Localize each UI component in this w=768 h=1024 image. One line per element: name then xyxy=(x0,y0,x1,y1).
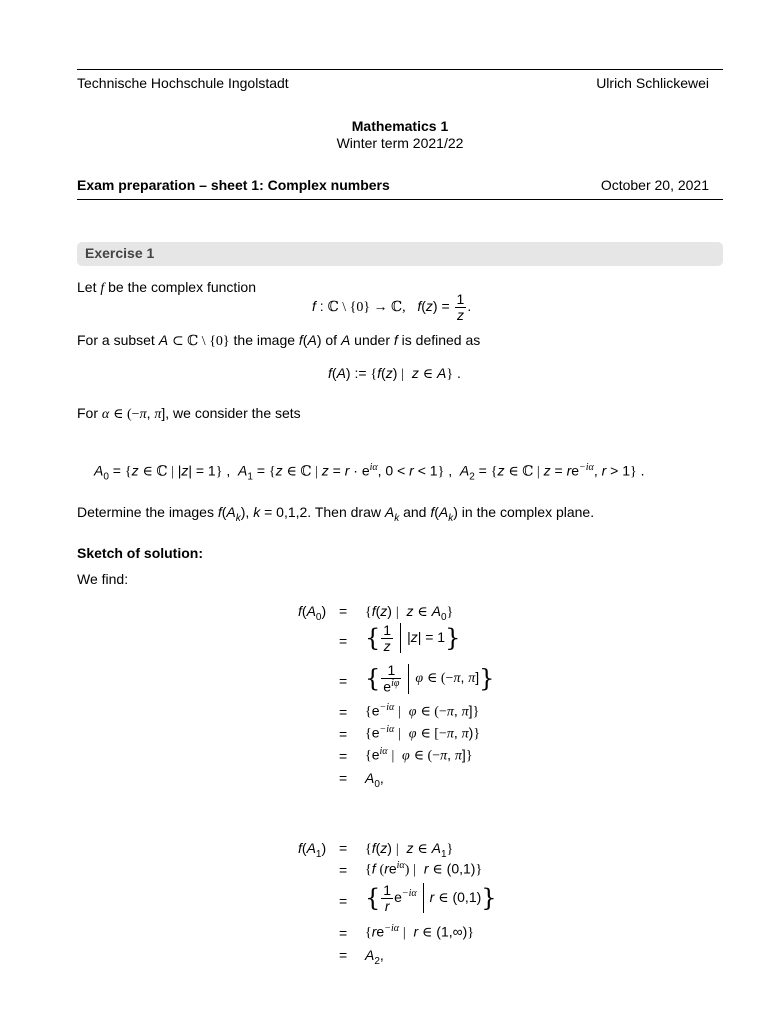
block1-rhs-7: $A_0$, xyxy=(365,770,384,790)
block1-lhs: $f(A_0)$ xyxy=(298,603,327,623)
block2-eq-3: = xyxy=(339,893,348,909)
task-text: Determine the images $f(A_k)$, k = 0,1,2. Then draw $A_k$ and $f(A_k)$ in the complex plane. xyxy=(77,504,595,524)
block1-rhs-4: {$e^{-i\alpha}$ | φ ∈ (−π, π]} xyxy=(365,702,480,720)
block1-rhs-6: {$e^{i\alpha}$ | φ ∈ (−π, π]} xyxy=(365,746,473,764)
block1-eq-1: = xyxy=(339,603,348,619)
subset-text: For a subset A ⊂ ℂ \ {0} the image f(A) of A under f is defined as xyxy=(77,332,481,349)
sheet-date: October 20, 2021 xyxy=(600,177,709,193)
image-definition: f(A) := {f(z) | z ∈ A} . xyxy=(328,365,461,382)
solution-heading: Sketch of solution: xyxy=(77,545,203,561)
block2-lhs: $f(A_1)$ xyxy=(298,840,327,860)
block1-eq-2: = xyxy=(339,633,348,649)
block2-eq-5: = xyxy=(339,947,348,963)
author-name: Ulrich Schlickewei xyxy=(596,75,709,91)
block1-rhs-5: {$e^{-i\alpha}$ | φ ∈ [−π, π)} xyxy=(365,724,481,742)
block2-rhs-2: {f $(re^{i\alpha})$ | r ∈ (0,1)} xyxy=(365,860,483,878)
sets-definition: $A_0 = \{z$ ∈ ℂ | |z| = 1} , $A_1 = \{z$ ∈ ℂ | $z = r \cdot e^{i\alpha}$, 0 < r < 1} , $A_2 = \{z$ ∈ ℂ | $z = re^{-i\alpha}$, r > 1} . xyxy=(94,462,645,483)
alpha-text: For α ∈ (−π, π], we consider the sets xyxy=(77,405,301,422)
block2-eq-2: = xyxy=(339,862,348,878)
term-label: Winter term 2021/22 xyxy=(336,135,464,151)
sheet-title: Exam preparation – sheet 1: Complex numbers xyxy=(77,177,390,193)
function-definition: f : ℂ \ {0} → ℂ, f(z) = $\frac{1}{z}$ . xyxy=(312,291,472,323)
block2-rhs-3: { $\frac{1}{r}$ $e^{-i\alpha}$ r ∈ (0,1)} xyxy=(365,882,497,914)
block2-rhs-4: {$re^{-i\alpha}$ | r ∈ (1,∞)} xyxy=(365,923,475,941)
block2-eq-1: = xyxy=(339,840,348,856)
top-rule xyxy=(77,69,723,70)
block2-rhs-5: $A_2$, xyxy=(365,947,384,967)
block1-rhs-1: {f(z) | z ∈ $A_0$} xyxy=(365,603,454,623)
exercise-header xyxy=(77,242,723,266)
block1-eq-4: = xyxy=(339,704,348,720)
block1-eq-5: = xyxy=(339,726,348,742)
block2-eq-4: = xyxy=(339,925,348,941)
block1-rhs-2: { $\frac{1}{z}$ |z| = 1} xyxy=(365,622,461,654)
block1-eq-7: = xyxy=(339,770,348,786)
block1-rhs-3: { $\frac{1}{e^{i\varphi}}$ φ ∈ (−π, π]} xyxy=(365,662,495,695)
title-rule xyxy=(77,199,723,200)
block1-eq-6: = xyxy=(339,748,348,764)
we-find-text: We find: xyxy=(77,571,129,587)
block1-eq-3: = xyxy=(339,673,348,689)
course-title: Mathematics 1 xyxy=(351,118,449,134)
institution-name: Technische Hochschule Ingolstadt xyxy=(77,75,289,91)
exercise-label: Exercise 1 xyxy=(85,245,155,261)
exercise-intro: Let f be the complex function xyxy=(77,279,257,296)
block2-rhs-1: {f(z) | z ∈ $A_1$} xyxy=(365,840,454,860)
